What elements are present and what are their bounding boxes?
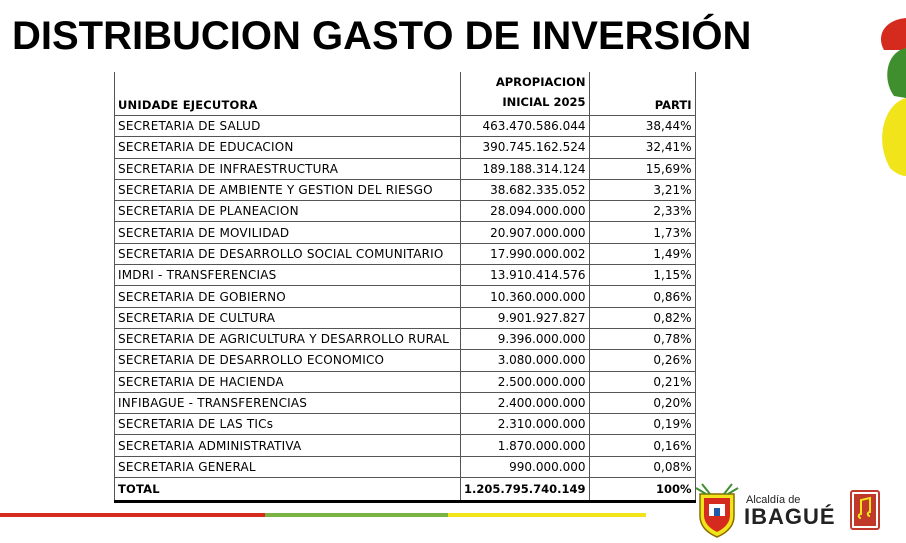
- row-unit: SECRETARIA DE LAS TICs: [115, 414, 461, 435]
- row-share: 0,86%: [589, 286, 695, 307]
- page-title: DISTRIBUCION GASTO DE INVERSIÓN: [12, 14, 752, 58]
- table-row: [115, 307, 696, 328]
- table-row: [115, 414, 696, 435]
- row-unit: SECRETARIA DE HACIENDA: [115, 371, 461, 392]
- row-amount: 10.360.000.000: [461, 286, 590, 307]
- row-amount: 390.745.162.524: [461, 137, 590, 158]
- alcaldia-ibague-logo: [694, 482, 904, 538]
- row-unit: SECRETARIA DE SALUD: [115, 116, 461, 137]
- row-share: 0,16%: [589, 435, 695, 456]
- row-amount: 1.870.000.000: [461, 435, 590, 456]
- table-row: [115, 243, 696, 264]
- table-row: [115, 265, 696, 286]
- table-row: [115, 116, 696, 137]
- row-share: 38,44%: [589, 116, 695, 137]
- row-unit: SECRETARIA DE DESARROLLO SOCIAL COMUNITARIO: [115, 243, 461, 264]
- row-share: 0,82%: [589, 307, 695, 328]
- row-amount: 463.470.586.044: [461, 116, 590, 137]
- row-unit: SECRETARIA DE INFRAESTRUCTURA: [115, 158, 461, 179]
- footer-yellow-line: [448, 513, 646, 517]
- row-unit: SECRETARIA DE GOBIERNO: [115, 286, 461, 307]
- table-row: [115, 137, 696, 158]
- row-unit: IMDRI - TRANSFERENCIAS: [115, 265, 461, 286]
- row-unit: INFIBAGUE - TRANSFERENCIAS: [115, 392, 461, 413]
- row-share: 0,21%: [589, 371, 695, 392]
- table-row: [115, 286, 696, 307]
- row-amount: 20.907.000.000: [461, 222, 590, 243]
- row-amount: 38.682.335.052: [461, 179, 590, 200]
- header-share: PARTI: [589, 72, 695, 116]
- table-row: [115, 201, 696, 222]
- row-share: 2,33%: [589, 201, 695, 222]
- row-amount: 990.000.000: [461, 456, 590, 477]
- row-unit: SECRETARIA GENERAL: [115, 456, 461, 477]
- row-amount: 3.080.000.000: [461, 350, 590, 371]
- investment-distribution-table: [114, 72, 696, 503]
- row-amount: 9.396.000.000: [461, 328, 590, 349]
- row-unit: SECRETARIA ADMINISTRATIVA: [115, 435, 461, 456]
- table-row: [115, 350, 696, 371]
- row-unit: SECRETARIA DE CULTURA: [115, 307, 461, 328]
- row-amount: 2.310.000.000: [461, 414, 590, 435]
- row-unit: SECRETARIA DE AGRICULTURA Y DESARROLLO RURAL: [115, 328, 461, 349]
- logo-line1: Alcaldía de: [746, 494, 801, 506]
- total-label: TOTAL: [115, 478, 461, 502]
- total-row: [115, 478, 696, 502]
- row-share: 1,49%: [589, 243, 695, 264]
- row-amount: 13.910.414.576: [461, 265, 590, 286]
- row-share: 1,73%: [589, 222, 695, 243]
- header-amount-line2: INICIAL 2025: [502, 95, 586, 109]
- row-share: 0,78%: [589, 328, 695, 349]
- row-amount: 189.188.314.124: [461, 158, 590, 179]
- row-share: 0,26%: [589, 350, 695, 371]
- row-unit: SECRETARIA DE AMBIENTE Y GESTION DEL RIESGO: [115, 179, 461, 200]
- logo-line2: IBAGUÉ: [744, 504, 836, 529]
- row-share: 15,69%: [589, 158, 695, 179]
- table-row: [115, 328, 696, 349]
- table-row: [115, 456, 696, 477]
- row-amount: 2.500.000.000: [461, 371, 590, 392]
- row-unit: SECRETARIA DE DESARROLLO ECONOMICO: [115, 350, 461, 371]
- row-amount: 2.400.000.000: [461, 392, 590, 413]
- row-share: 0,19%: [589, 414, 695, 435]
- header-amount: [461, 72, 590, 116]
- table-row: [115, 371, 696, 392]
- decorative-color-shapes: [876, 0, 906, 200]
- row-share: 3,21%: [589, 179, 695, 200]
- city-shield-icon: [694, 482, 740, 538]
- row-share: 0,20%: [589, 392, 695, 413]
- table-row: [115, 158, 696, 179]
- footer-red-line: [0, 513, 265, 517]
- table-row: [115, 222, 696, 243]
- table-row: [115, 435, 696, 456]
- row-unit: SECRETARIA DE MOVILIDAD: [115, 222, 461, 243]
- total-amount: 1.205.795.740.149: [461, 478, 590, 502]
- row-share: 0,08%: [589, 456, 695, 477]
- total-share: 100%: [589, 478, 695, 502]
- row-amount: 9.901.927.827: [461, 307, 590, 328]
- header-amount-line1: APROPIACION: [495, 75, 586, 89]
- row-amount: 28.094.000.000: [461, 201, 590, 222]
- row-share: 1,15%: [589, 265, 695, 286]
- row-share: 32,41%: [589, 137, 695, 158]
- music-emblem-icon: [850, 490, 880, 530]
- row-unit: SECRETARIA DE PLANEACION: [115, 201, 461, 222]
- header-unit: UNIDADE EJECUTORA: [115, 72, 461, 116]
- table-row: [115, 179, 696, 200]
- row-unit: SECRETARIA DE EDUCACION: [115, 137, 461, 158]
- table-header-row: [115, 72, 696, 116]
- footer-green-line: [265, 513, 448, 517]
- table-row: [115, 392, 696, 413]
- row-amount: 17.990.000.002: [461, 243, 590, 264]
